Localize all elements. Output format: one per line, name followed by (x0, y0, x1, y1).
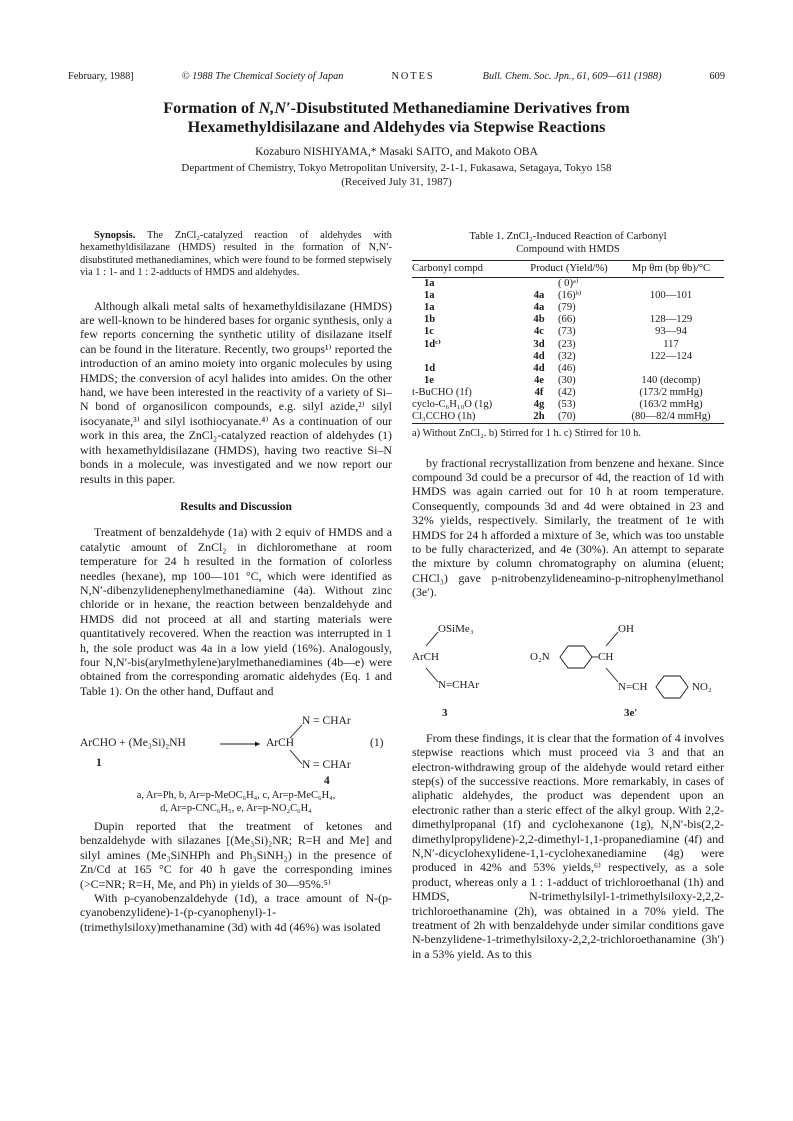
table-row (412, 278, 724, 291)
cell-compd: 1d (424, 362, 436, 374)
cell-product: 4g (533, 399, 545, 411)
title-line-2: Hexamethyldisilazane and Aldehydes via Stepwise Reactions (187, 118, 606, 136)
cell-mp: 117 (663, 338, 679, 350)
results-paragraph-2: Dupin reported that the treatment of ketones and benzaldehyde with silazanes [(Me₃Si)₂NR; R=H and Me] and silyl amines (Me₃SiNHPh and Ph₃SiNH₂) in the presence of Zn/Cd at 165 °C for 40 h gave the corresponding imines (>C=NR; R=H, Me, and Ph) in yields of 30—95%.⁵⁾ (80, 819, 392, 891)
reactant-label: 1 (96, 757, 102, 770)
discussion-paragraph-2: From these findings, it is clear that the formation of 4 involves stepwise reactions which must proceed via 3 and that an electron-withdrawing group of the aldehyde would retard either step(s) of the successive reactions. More remarkably, in cases of aliphatic aldehydes, the product was dependent upon an electronic rather than a steric effect of the alkyl group. With 2,2-dimethylpropanal (1f) and cyclohexanone (1g), N,N′-bis(2,2-dimethylpropylidene)-2,2-dimethyl-1,1-propanediamine (4f) and N,N′-dicyclohexylidene-1,1-cyclohexanediamine (4g) were produced in 42% and 53% yields,⁶⁾ respectively, as a sole product, whereas only a 1 : 1-adduct of trichloroethanal (1h) and HMDS, N-trimethylsilyl-1-trimethylsiloxy-2,2,2-trichloroethanamine (2h), was obtained in a 70% yield. The treatment of 2h with benzaldehyde under similar conditions gave N-benzylidene-1-trimethylsiloxy-2,2,2-trichloroethanamine (3h′) in a 53% yield. As to this (412, 730, 724, 961)
issue-date: February, 1988] (68, 71, 134, 82)
cell-yield: (73) (558, 326, 576, 338)
cell-product (520, 278, 558, 291)
cell-product: 4e (534, 374, 544, 386)
cell-yield: (32) (558, 350, 576, 362)
cell-product: 4f (534, 386, 544, 398)
structure-3-label: 3 (442, 706, 448, 719)
table-row (412, 399, 724, 411)
synopsis-label: Synopsis. (94, 230, 136, 241)
product-bottom-group: N = CHAr (302, 759, 351, 772)
cell-mp: 140 (decomp) (641, 374, 701, 386)
section-label: NOTES (391, 71, 435, 82)
cell-product: 4c (534, 326, 544, 338)
cell-mp (618, 302, 724, 314)
cell-product: 4d (533, 362, 545, 374)
table-row (412, 302, 724, 314)
table-row (412, 314, 724, 326)
equation-number: (1) (370, 737, 384, 750)
structure-3e-top: OH (618, 622, 634, 635)
header-mp: Mp θm (bp θb)/°C (631, 263, 711, 274)
header-compd: Carbonyl compd (412, 263, 483, 274)
structure-3e-center: CH (598, 650, 614, 663)
structure-3-bottom: N=CHAr (438, 678, 480, 691)
caption-line: d, Ar=p-CNC₆H₅, e, Ar=p-NO₂C₆H₄ (160, 802, 312, 814)
cell-yield: (70) (558, 411, 576, 423)
article-title (68, 99, 725, 137)
discussion-paragraph-1: by fractional recrystallization from benzene and hexane. Since compound 3d could be a precursor of 4d, the reaction of 1d with HMDS was again carried out for 10 h at room temperature. Consequently, compounds 3d and 4d were obtained in 23 and 32% yields, respectively. Similarly, the treatment of 1e with HMDS for 24 h afforded a mixture of 3e, which was too unstable to be fully characterized, and 4e (30%). An attempt to separate the mixture by column chromatography on alumina (eluent; CHCl₃) gave p-nitrobenzylideneamino-p-nitrophenylmethanol (3e′). (412, 455, 724, 600)
cell-compd: 1a (424, 290, 435, 302)
cell-mp: 128—129 (649, 314, 693, 326)
cell-yield: (53) (558, 399, 576, 411)
right-column (412, 230, 724, 961)
cell-compd: 1a (424, 278, 435, 290)
left-column (80, 230, 392, 934)
table-caption (412, 230, 724, 256)
table-header-row (412, 261, 724, 278)
product-label: 4 (324, 775, 330, 788)
table-row (412, 351, 724, 363)
title-part: Formation of (163, 99, 259, 117)
cell-compd: 1a (424, 302, 435, 314)
cell-product: 3d (533, 338, 545, 350)
cell-product: 4a (533, 290, 545, 302)
cell-yield: (66) (558, 314, 576, 326)
table-row (412, 290, 724, 302)
page-number: 609 (709, 71, 725, 82)
cell-yield: (79) (558, 302, 576, 314)
table-row (412, 411, 724, 424)
synopsis (80, 230, 392, 280)
synopsis-text: The ZnCl₂-catalyzed reaction of aldehydes with hexamethyldisilazane (HMDS) resulted in the formation of N,N′-disubstituted methanediamines, which were found to be formed stepwisely via 1 : 1- and 1 : 2-adducts of HMDS and aldehydes. (80, 230, 392, 279)
structure-3e-bottom: N=CH (618, 680, 648, 693)
cell-compd: 1b (424, 314, 436, 326)
cell-compd: t-BuCHO (1f) (412, 386, 472, 398)
caption-line: Compound with HMDS (516, 243, 620, 255)
cell-mp: (173/2 mmHg) (639, 386, 703, 398)
title-italic-part: N,N′ (258, 99, 291, 117)
section-heading: Results and Discussion (180, 500, 292, 513)
copyright-notice: © 1988 The Chemical Society of Japan (181, 71, 344, 82)
author-list: Kozaburo NISHIYAMA,* Masaki SAITO, and Makoto OBA (255, 146, 538, 158)
cell-compd (412, 351, 520, 363)
affiliation: Department of Chemistry, Tokyo Metropolitan University, 2-1-1, Fukasawa, Setagaya, Tokyo 158 (181, 162, 612, 174)
header-product: Product (Yield/%) (530, 263, 608, 274)
caption-line: Table 1. ZnCl₂-Induced Reaction of Carbonyl (469, 230, 667, 242)
cell-mp: 122—124 (649, 350, 693, 362)
cell-product: 2h (533, 411, 545, 423)
journal-citation: Bull. Chem. Soc. Jpn., 61, 609—611 (1988) (482, 71, 662, 82)
table-footnote: a) Without ZnCl₂. b) Stirred for 1 h. c) Stirred for 10 h. (412, 428, 641, 440)
reactants: ArCHO + (Me₃Si)₂NH (80, 737, 186, 750)
results-paragraph-1: Treatment of benzaldehyde (1a) with 2 equiv of HMDS and a catalytic amount of ZnCl₂ in dichloromethane at room temperature for 24 h resulted in the formation of colorless needles (hexane), mp 100—101 °C, which were identified as N,N′-dibenzylidenephenylmethanediamine (4a). Without zinc chloride or in hexane, the reaction between benzaldehyde and HMDS did not proceed at all and starting materials were quantitatively recovered. When the reaction was interrupted in 1 h, the sole product was 4a in a low yield (16%). Analogously, four N,N′-bis(arylmethylene)arylmethanediamines (4b—e) were obtained from the corresponding aromatic aldehydes (Eq. 1 and Table 1). On the other hand, Duffaut and (80, 525, 392, 698)
cell-mp (618, 363, 724, 375)
cell-yield: (42) (558, 386, 576, 398)
table-row (412, 339, 724, 351)
product-center: ArCH (266, 737, 295, 750)
title-part: -Disubstituted Methanediamine Derivatives from (290, 99, 630, 117)
cell-compd: 1c (424, 326, 434, 338)
cell-yield: (30) (558, 374, 576, 386)
received-date: (Received July 31, 1987) (341, 176, 452, 188)
intro-paragraph: Although alkali metal salts of hexamethyldisilazane (HMDS) are well-known to be hindered bases for organic synthesis, only a few reports concerning the synthetic utility of disilazane itself can be found in the literature. Recently, two groups¹⁾ reported the introduction of an amino moiety into organic molecules by using HMDS; the conversion of acyl halides into amides. On the other hand, we have been interested in the reactivity of a variety of Si–N bond of organosilicon compounds, e.g. silyl azide,²⁾ silyl isocyanate,³⁾ and silyl isothiocyanate.⁴⁾ As a continuation of our work in this area, the ZnCl₂-catalyzed reaction of aldehydes (1) with hexamethyldisilazane (HMDS), having two reactive Si–N bonds in a molecule, was investigated and we now report our results in this paper. (80, 298, 392, 486)
structure-drawings (412, 610, 724, 725)
structure-3e-o2n: O₂N (530, 650, 550, 663)
cell-compd: 1dᶜ⁾ (424, 338, 442, 350)
cell-compd: Cl₃CCHO (1h) (412, 411, 476, 423)
table-row (412, 326, 724, 338)
cell-mp: 100—101 (649, 290, 693, 302)
cell-yield: (16)ᵇ⁾ (558, 290, 582, 302)
cell-yield: ( 0)ᵃ⁾ (558, 278, 579, 290)
table-row (412, 387, 724, 399)
scheme-caption (80, 790, 392, 815)
cell-product: 4d (533, 350, 545, 362)
cell-mp: (80—82/4 mmHg) (631, 411, 711, 423)
cell-product: 4a (533, 302, 545, 314)
table-row (412, 363, 724, 375)
structure-3-top: OSiMe₃ (438, 622, 474, 635)
cell-yield: (46) (558, 362, 576, 374)
results-paragraph-3: With p-cyanobenzaldehyde (1d), a trace amount of N-(p-cyanobenzylidene)-1-(p-cyanophenyl)-1-(trimethylsiloxy)methanamine (3d) with 4d (46%) was isolated (80, 891, 392, 934)
reaction-scheme (80, 706, 392, 788)
cell-compd: cyclo-C₆H₁₀O (1g) (412, 399, 493, 411)
structure-3e-label: 3e′ (624, 706, 638, 719)
cell-mp (618, 278, 724, 291)
product-top-group: N = CHAr (302, 715, 351, 728)
table-body (412, 278, 724, 424)
structure-3e-no2: NO₂ (692, 680, 712, 693)
results-table (412, 260, 724, 424)
cell-yield: (23) (558, 338, 576, 350)
caption-line: a, Ar=Ph, b, Ar=p-MeOC₆H₄, c, Ar=p-MeC₆H₄, (136, 790, 336, 802)
structure-3-center: ArCH (412, 650, 439, 663)
cell-mp: 93—94 (655, 326, 687, 338)
cell-compd: 1e (424, 374, 434, 386)
cell-mp: (163/2 mmHg) (639, 399, 703, 411)
cell-product: 4b (533, 314, 545, 326)
running-head (68, 71, 725, 82)
affiliation-block (68, 161, 725, 189)
table-row (412, 375, 724, 387)
